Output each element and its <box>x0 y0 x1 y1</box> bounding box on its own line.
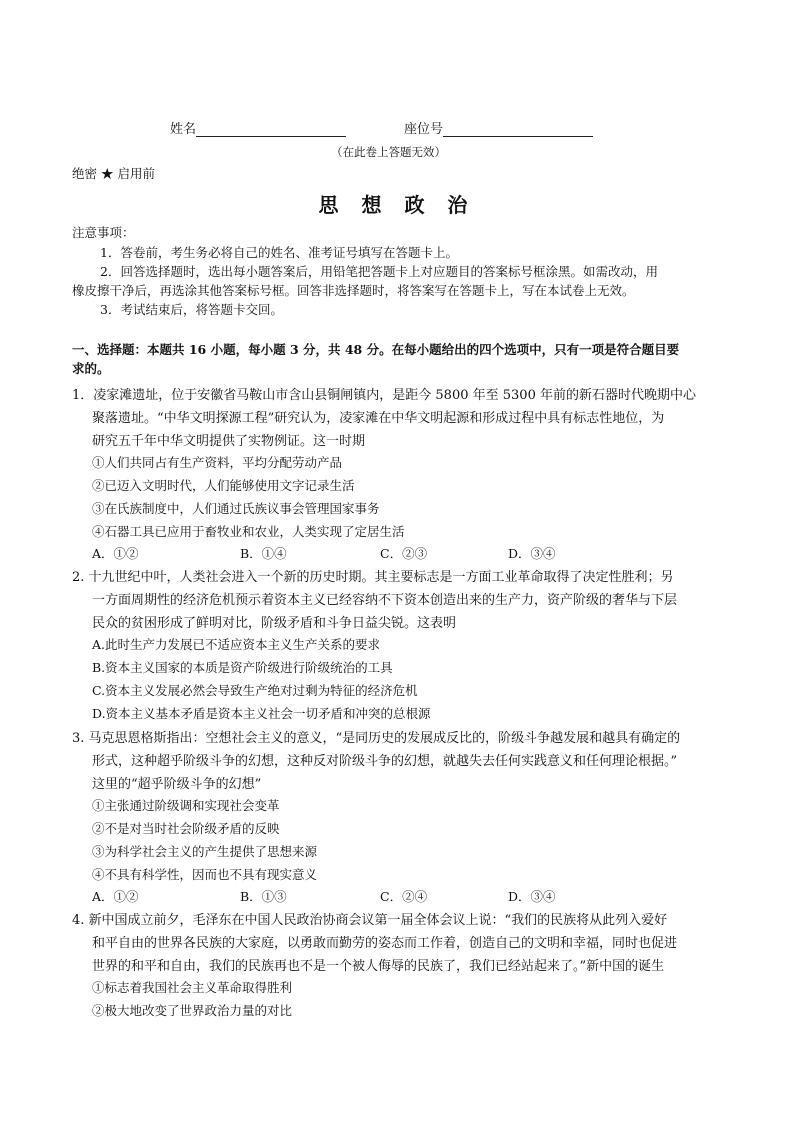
attention-item-2-line-2: 橡皮擦干净后，再选涂其他答案标号框。回答非选择题时，将答案写在答题卡上，写在本试卷上无效。 <box>72 283 635 298</box>
q4-stem-line-3: 世界的和平和自由，我们的民族再也不是一个被人侮辱的民族了，我们已经站起来了。”新中国的诞生 <box>92 959 665 974</box>
q1-choice-c: C．②③ <box>380 546 428 561</box>
q1-option-4: ④石器工具已应用于畜牧业和农业，人类实现了定居生活 <box>92 524 405 539</box>
attention-item-1: 1．答卷前，考生务必将自己的姓名、准考证号填写在答题卡上。 <box>100 245 458 260</box>
q2-option-d: D.资本主义基本矛盾是资本主义社会一切矛盾和冲突的总根源 <box>92 706 431 721</box>
q3-stem-line-2: 形式，这种超乎阶级斗争的幻想，这种反对阶级斗争的幻想，就越失去任何实践意义和任何理论根据。” <box>92 754 678 769</box>
q1-choice-d: D．③④ <box>508 546 556 561</box>
seat-blank-line <box>443 122 593 137</box>
candidate-info-row <box>170 118 593 137</box>
q1-choice-b: B．①④ <box>240 546 287 561</box>
q1-choice-a: A．①② <box>92 546 139 561</box>
q2-stem-line-1: 2. 十九世纪中叶，人类社会进入一个新的历史时期。其主要标志是一方面工业革命取得了决定性胜利；另 <box>72 570 674 585</box>
subject-title: 思 想 政 治 <box>318 193 476 217</box>
q1-stem-line-2: 聚落遗址。“中华文明探源工程”研究认为，凌家滩在中华文明起源和形成过程中具有标志性地位，为 <box>92 411 665 426</box>
section-heading-line-1: 一、选择题：本题共 16 小题，每小题 3 分，共 48 分。在每小题给出的四个选项中，只有一项是符合题目要 <box>72 342 680 357</box>
invalid-answer-notice: （在此卷上答题无效） <box>331 145 446 159</box>
q3-choice-a: A．①② <box>92 889 139 904</box>
attention-heading: 注意事项： <box>72 225 135 240</box>
attention-item-2-line-1: 2．回答选择题时，选出每小题答案后，用铅笔把答题卡上对应题目的答案标号框涂黑。如需改动，用 <box>100 264 658 279</box>
section-heading-line-2: 求的。 <box>72 361 110 376</box>
q2-stem-line-2: 一方面周期性的经济危机预示着资本主义已经容纳不下资本创造出来的生产力，资产阶级的奢华与下层 <box>92 593 678 608</box>
q4-option-1: ①标志着我国社会主义革命取得胜利 <box>92 980 293 995</box>
name-label: 姓名 <box>170 122 197 137</box>
name-blank-line <box>196 122 346 137</box>
q3-stem-line-3: 这里的“超乎阶级斗争的幻想” <box>92 777 262 792</box>
confidential-mark: 绝密 ★ 启用前 <box>72 166 155 181</box>
q1-option-2: ②已迈入文明时代，人们能够使用文字记录生活 <box>92 478 355 493</box>
q2-option-c: C.资本主义发展必然会导致生产绝对过剩为特征的经济危机 <box>92 683 418 698</box>
q3-choice-d: D．③④ <box>508 889 556 904</box>
q3-option-2: ②不是对当时社会阶级矛盾的反映 <box>92 821 280 836</box>
seat-label: 座位号 <box>404 122 444 137</box>
q1-option-3: ③在氏族制度中，人们通过氏族议事会管理国家事务 <box>92 501 380 516</box>
q3-option-1: ①主张通过阶级调和实现社会变革 <box>92 798 280 813</box>
q1-stem-line-1: 1．凌家滩遗址，位于安徽省马鞍山市含山县铜闸镇内，是距今 5800 年至 5300 年前的新石器时代晚期中心 <box>72 388 696 403</box>
q1-stem-line-3: 研究五千年中华文明提供了实物例证。这一时期 <box>92 434 366 449</box>
q2-option-b: B.资本主义国家的本质是资产阶级进行阶级统治的工具 <box>92 660 393 675</box>
q3-choice-c: C．②④ <box>380 889 428 904</box>
attention-item-3: 3．考试结束后，将答题卡交回。 <box>100 302 283 317</box>
q4-stem-line-1: 4. 新中国成立前夕，毛泽东在中国人民政治协商会议第一届全体会议上说：“我们的民族将从此列入爱好 <box>72 913 668 928</box>
q2-stem-line-3: 民众的贫困形成了鲜明对比，阶级矛盾和斗争日益尖锐。这表明 <box>92 616 457 631</box>
q4-option-2: ②极大地改变了世界政治力量的对比 <box>92 1003 293 1018</box>
q1-option-1: ①人们共同占有生产资料，平均分配劳动产品 <box>92 455 343 470</box>
q3-option-4: ④不具有科学性，因而也不具有现实意义 <box>92 867 318 882</box>
q3-option-3: ③为科学社会主义的产生提供了思想来源 <box>92 844 318 859</box>
q4-stem-line-2: 和平自由的世界各民族的大家庭，以勇敢而勤劳的姿态而工作着，创造自己的文明和幸福，同时也促进 <box>92 936 678 951</box>
q2-option-a: A.此时生产力发展已不适应资本主义生产关系的要求 <box>92 637 381 652</box>
q3-choice-b: B．①③ <box>240 889 287 904</box>
q3-stem-line-1: 3. 马克思恩格斯指出：空想社会主义的意义，“是同历史的发展成反比的，阶级斗争越发展和越具有确定的 <box>72 731 681 746</box>
